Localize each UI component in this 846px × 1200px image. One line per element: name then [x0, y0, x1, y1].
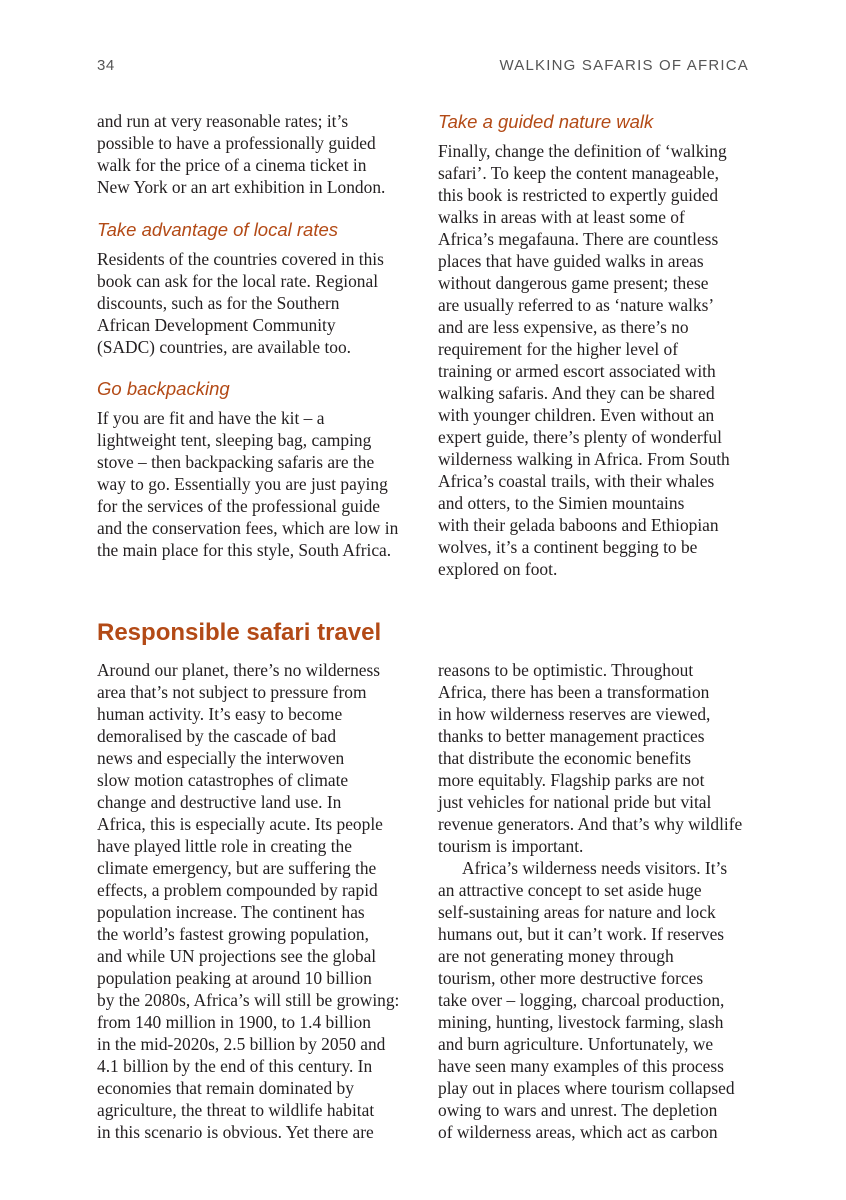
text-line: revenue generators. And that’s why wildlife [438, 814, 743, 834]
text-line: economies that remain dominated by [97, 1078, 354, 1098]
text-line: Africa, there has been a transformation [438, 682, 710, 702]
text-line: wilderness walking in Africa. From South [438, 449, 730, 469]
text-line: possible to have a professionally guided [97, 133, 376, 153]
text-line: population peaking at around 10 billion [97, 968, 372, 988]
text-line: tourism, other more destructive forces [438, 968, 704, 988]
text-line: climate emergency, but are suffering the [97, 858, 377, 878]
text-line: training or armed escort associated with [438, 361, 716, 381]
text-line: Finally, change the definition of ‘walking [438, 141, 727, 161]
text-line: of wilderness areas, which act as carbon [438, 1122, 718, 1142]
page-number: 34 [97, 57, 115, 74]
text-line: (SADC) countries, are available too. [97, 337, 352, 357]
page-header [97, 57, 749, 79]
text-line: and while UN projections see the global [97, 946, 377, 966]
text-line: for the services of the professional guide [97, 496, 380, 516]
text-line: play out in places where tourism collapsed [438, 1078, 735, 1098]
bottom-left-column [97, 659, 417, 1143]
text-line: just vehicles for national pride but vital [438, 792, 712, 812]
text-line: area that’s not subject to pressure from [97, 682, 367, 702]
text-line: take over – logging, charcoal production, [438, 990, 725, 1010]
text-line: have played little role in creating the [97, 836, 352, 856]
text-line: that distribute the economic benefits [438, 748, 692, 768]
text-line: humans out, but it can’t work. If reserves [438, 924, 725, 944]
text-line: New York or an art exhibition in London. [97, 177, 386, 197]
text-line: with their gelada baboons and Ethiopian [438, 515, 719, 535]
text-line: mining, hunting, livestock farming, slash [438, 1012, 724, 1032]
text-line: Residents of the countries covered in this [97, 249, 384, 269]
text-line: and burn agriculture. Unfortunately, we [438, 1034, 714, 1054]
text-line: are not generating money through [438, 946, 674, 966]
text-line: stove – then backpacking safaris are the [97, 452, 375, 472]
text-line: Africa’s megafauna. There are countless [438, 229, 719, 249]
intro-paragraph [97, 110, 417, 198]
text-line: more equitably. Flagship parks are not [438, 770, 705, 790]
text-line: Around our planet, there’s no wilderness [97, 660, 381, 680]
text-line: agriculture, the threat to wildlife habitat [97, 1100, 375, 1120]
nature-walk-heading: Take a guided nature walk [438, 111, 654, 132]
text-line: with younger children. Even without an [438, 405, 715, 425]
text-line: an attractive concept to set aside huge [438, 880, 702, 900]
text-line: and run at very reasonable rates; it’s [97, 111, 349, 131]
bottom-right-column [438, 659, 758, 1143]
text-line: lightweight tent, sleeping bag, camping [97, 430, 372, 450]
text-line: from 140 million in 1900, to 1.4 billion [97, 1012, 371, 1032]
text-line: owing to wars and unrest. The depletion [438, 1100, 718, 1120]
text-line: book can ask for the local rate. Regional [97, 271, 379, 291]
text-line: in this scenario is obvious. Yet there are [97, 1122, 374, 1142]
text-line: are usually referred to as ‘nature walks’ [438, 295, 715, 315]
text-line: 4.1 billion by the end of this century. In [97, 1056, 373, 1076]
text-line: the main place for this style, South Africa. [97, 540, 392, 560]
text-line: this book is restricted to expertly guided [438, 185, 719, 205]
running-head: WALKING SAFARIS OF AFRICA [499, 57, 749, 74]
section-title: Responsible safari travel [97, 619, 382, 646]
text-line: population increase. The continent has [97, 902, 365, 922]
text-line: wolves, it’s a continent begging to be [438, 537, 698, 557]
text-line: by the 2080s, Africa’s will still be growing: [97, 990, 400, 1010]
text-line: slow motion catastrophes of climate [97, 770, 349, 790]
text-line: human activity. It’s easy to become [97, 704, 343, 724]
text-line: safari’. To keep the content manageable, [438, 163, 719, 183]
backpacking-paragraph [97, 407, 417, 561]
local-rates-heading: Take advantage of local rates [97, 219, 339, 240]
text-line: walking safaris. And they can be shared [438, 383, 715, 403]
text-line: requirement for the higher level of [438, 339, 678, 359]
backpacking-heading: Go backpacking [97, 378, 230, 399]
text-line: walks in areas with at least some of [438, 207, 685, 227]
text-line: and the conservation fees, which are low in [97, 518, 399, 538]
text-line: explored on foot. [438, 559, 558, 579]
top-left-column [97, 110, 417, 561]
text-line: news and especially the interwoven [97, 748, 345, 768]
local-rates-paragraph [97, 248, 417, 358]
text-line: places that have guided walks in areas [438, 251, 704, 271]
text-line: thanks to better management practices [438, 726, 705, 746]
text-line: discounts, such as for the Southern [97, 293, 340, 313]
text-line: change and destructive land use. In [97, 792, 342, 812]
text-line: Africa, this is especially acute. Its people [97, 814, 383, 834]
text-line: Africa’s wilderness needs visitors. It’s [462, 858, 728, 878]
text-line: self-sustaining areas for nature and lock [438, 902, 716, 922]
text-line: the world’s fastest growing population, [97, 924, 369, 944]
text-line: expert guide, there’s plenty of wonderful [438, 427, 722, 447]
text-line: and are less expensive, as there’s no [438, 317, 689, 337]
text-line: tourism is important. [438, 836, 584, 856]
text-line: have seen many examples of this process [438, 1056, 724, 1076]
text-line: way to go. Essentially you are just paying [97, 474, 388, 494]
nature-walk-paragraph [438, 140, 758, 580]
text-line: Africa’s coastal trails, with their whales [438, 471, 715, 491]
text-line: and otters, to the Simien mountains [438, 493, 685, 513]
text-line: African Development Community [97, 315, 336, 335]
text-line: effects, a problem compounded by rapid [97, 880, 378, 900]
text-line: walk for the price of a cinema ticket in [97, 155, 367, 175]
text-line: in how wilderness reserves are viewed, [438, 704, 711, 724]
text-line: without dangerous game present; these [438, 273, 709, 293]
text-line: demoralised by the cascade of bad [97, 726, 337, 746]
text-line: reasons to be optimistic. Throughout [438, 660, 694, 680]
top-right-column [438, 111, 758, 580]
text-line: in the mid-2020s, 2.5 billion by 2050 and [97, 1034, 386, 1054]
text-line: If you are fit and have the kit – a [97, 408, 325, 428]
